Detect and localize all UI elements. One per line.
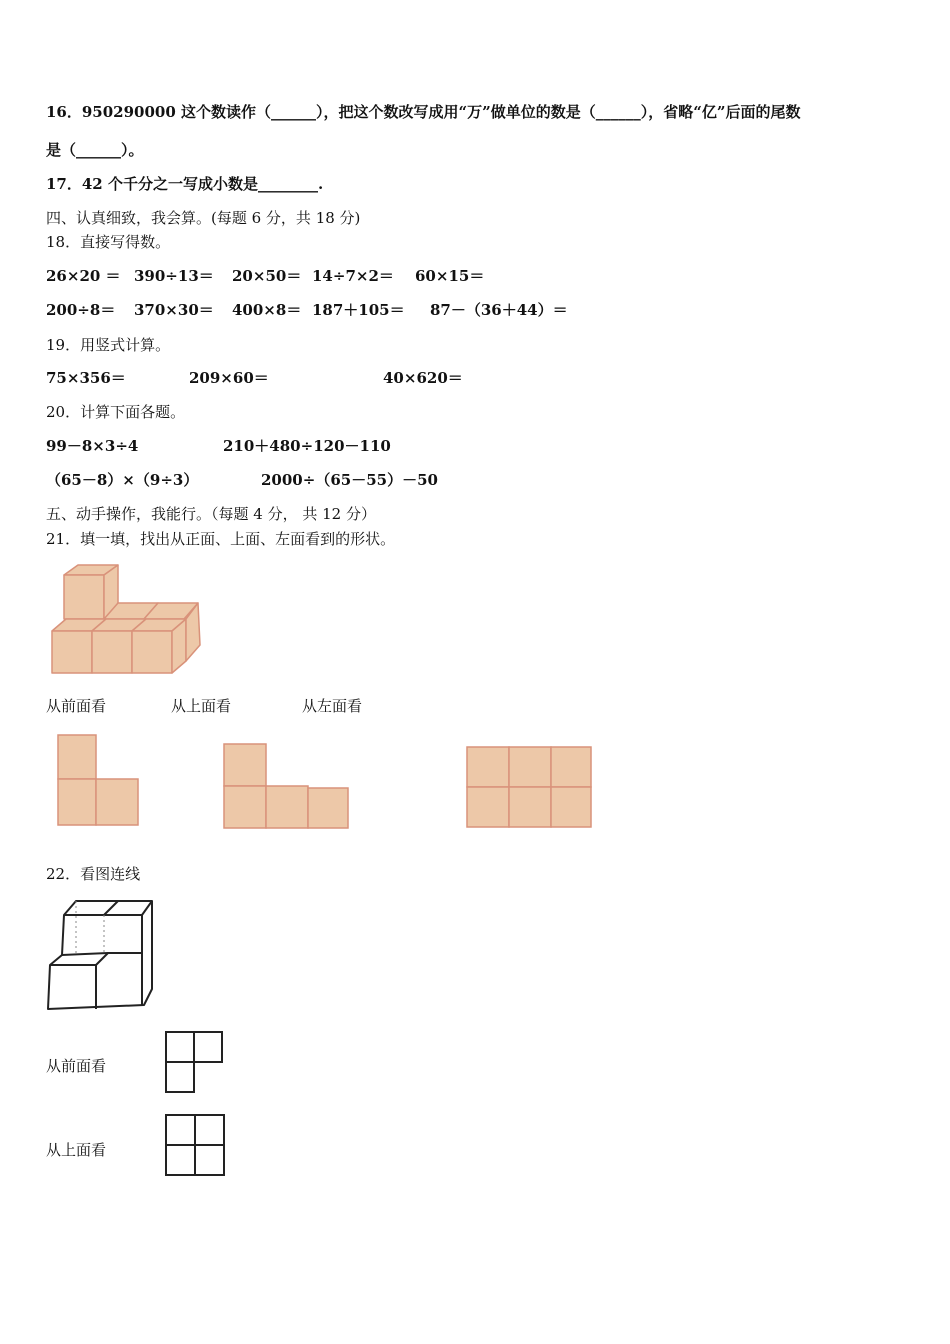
q18-expr: 400×8＝ xyxy=(232,301,302,319)
section-4-heading: 四、认真细致，我会算。(每题 6 分，共 18 分) xyxy=(46,209,361,227)
q21-label-top: 从上面看 xyxy=(171,697,232,715)
q16-line2: 是（______）。 xyxy=(46,141,144,159)
q20-row1 xyxy=(46,436,746,456)
q22-front-view-shape xyxy=(163,1029,225,1095)
q19-expr: 40×620＝ xyxy=(383,369,463,387)
q20-row2 xyxy=(46,470,746,490)
q19-expr: 75×356＝ xyxy=(46,369,126,387)
q22-cube-figure xyxy=(46,897,158,1013)
section-5-heading: 五、动手操作，我能行。（每题 4 分， 共 12 分） xyxy=(46,505,376,523)
q18-expr: 200÷8＝ xyxy=(46,301,116,319)
q18-expr: 390÷13＝ xyxy=(134,267,214,285)
q21-label-front: 从前面看 xyxy=(46,697,107,715)
q20-expr: （65－8）×（9÷3） xyxy=(46,471,199,489)
q21-view-shape-2 xyxy=(222,742,352,830)
q22-title: 22．看图连线 xyxy=(46,865,141,883)
q18-expr: 87－（36＋44）＝ xyxy=(430,301,568,319)
q20-expr: 99－8×3÷4 xyxy=(46,437,139,455)
q18-expr: 14÷7×2＝ xyxy=(312,267,394,285)
q20-expr: 2000÷（65－55）－50 xyxy=(261,471,438,489)
q18-title: 18．直接写得数。 xyxy=(46,233,171,251)
cube-face xyxy=(92,631,132,673)
q18-expr: 20×50＝ xyxy=(232,267,302,285)
q19-row xyxy=(46,368,746,388)
q21-title: 21．填一填，找出从正面、上面、左面看到的形状。 xyxy=(46,530,396,548)
q19-title: 19．用竖式计算。 xyxy=(46,336,171,354)
q20-title: 20．计算下面各题。 xyxy=(46,403,186,421)
q22-top-view-shape xyxy=(163,1112,227,1178)
q19-expr: 209×60＝ xyxy=(189,369,269,387)
q18-row1 xyxy=(46,266,746,286)
cube-face xyxy=(52,631,92,673)
q17-text: 17．42 个千分之一写成小数是________. xyxy=(46,175,324,193)
q21-view-shape-1 xyxy=(56,733,142,827)
q16-line1: 16．950290000 这个数读作（______），把这个数改写成用“万”做单位的数是（______），省略“亿”后面的尾数 xyxy=(46,103,801,121)
cube-face xyxy=(132,631,172,673)
q21-view-shape-3 xyxy=(465,745,595,829)
q18-expr: 370×30＝ xyxy=(134,301,214,319)
q18-expr: 26×20 ＝ xyxy=(46,267,121,285)
q18-row2 xyxy=(46,300,746,320)
cube-face xyxy=(64,575,104,619)
q21-cube-figure xyxy=(48,563,206,675)
q21-label-left: 从左面看 xyxy=(302,697,363,715)
q18-expr: 60×15＝ xyxy=(415,267,485,285)
q22-label-top: 从上面看 xyxy=(46,1141,107,1159)
q22-label-front: 从前面看 xyxy=(46,1057,107,1075)
q20-expr: 210＋480÷120－110 xyxy=(223,437,391,455)
q18-expr: 187＋105＝ xyxy=(312,301,405,319)
